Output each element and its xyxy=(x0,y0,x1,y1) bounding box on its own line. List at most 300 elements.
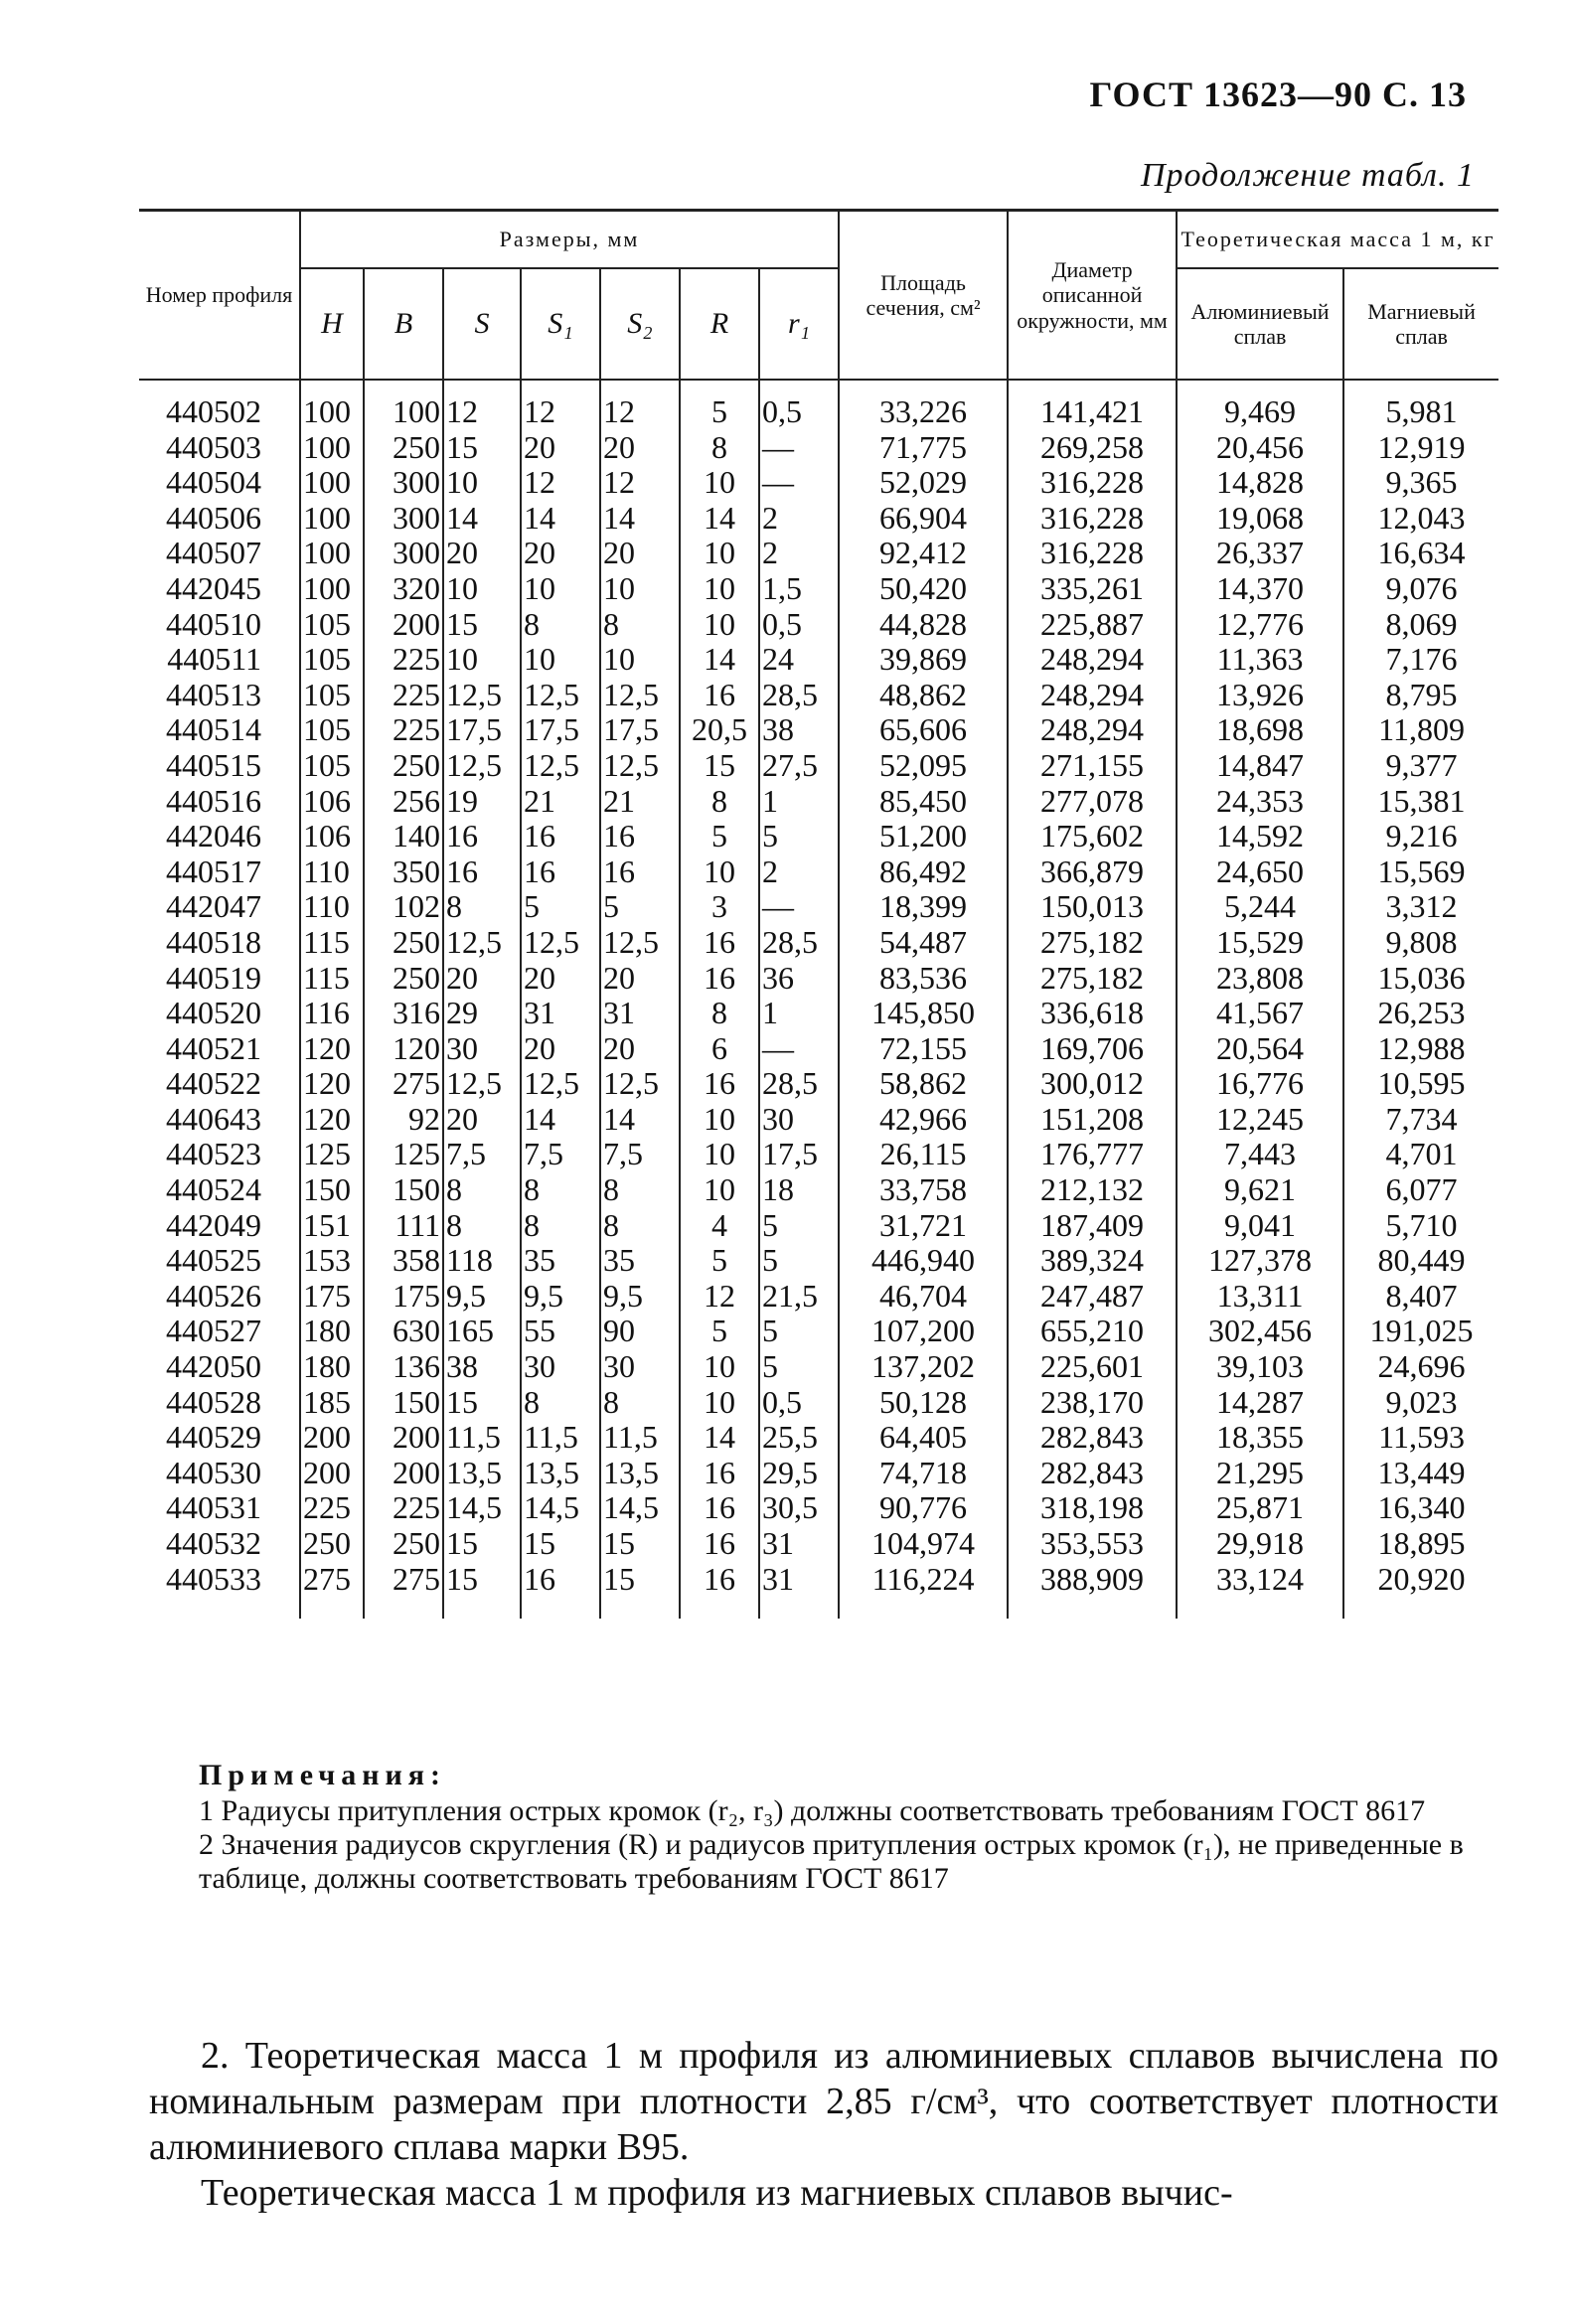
table-cell: 9,377 xyxy=(1343,748,1498,784)
table-cell: 5 xyxy=(759,1208,839,1244)
table-cell: 10 xyxy=(680,1102,759,1138)
table-cell: 31 xyxy=(521,996,600,1031)
table-cell: 366,879 xyxy=(1008,854,1177,890)
table-cell: — xyxy=(759,889,839,925)
table-cell: 316,228 xyxy=(1008,465,1177,501)
table-cell: 28,5 xyxy=(759,678,839,713)
table-cell: 5 xyxy=(680,394,759,430)
table-cell: 90 xyxy=(600,1314,680,1349)
table-row xyxy=(139,1562,1498,1598)
table-cell: 151 xyxy=(300,1208,364,1244)
table-cell: 115 xyxy=(300,925,364,961)
table-cell: 5 xyxy=(521,889,600,925)
table-cell: 11,5 xyxy=(521,1420,600,1456)
table-cell: 7,5 xyxy=(521,1137,600,1172)
table-cell: 20,456 xyxy=(1177,430,1343,466)
table-cell: 8 xyxy=(521,1208,600,1244)
table-cell: 440528 xyxy=(166,1384,261,1420)
table-row xyxy=(139,1172,1498,1208)
table-cell: 250 xyxy=(300,1526,364,1562)
table-cell: 440510 xyxy=(166,606,261,642)
table-cell: 10 xyxy=(680,1172,759,1208)
table-cell: 55 xyxy=(521,1314,600,1349)
table-row xyxy=(139,1102,1498,1138)
table-cell: 28,5 xyxy=(759,925,839,961)
table-cell: 5 xyxy=(680,1243,759,1279)
table-cell: 20,5 xyxy=(680,712,759,748)
table-row xyxy=(139,854,1498,890)
table-cell: 136 xyxy=(364,1349,443,1385)
table-cell: 12,5 xyxy=(443,678,521,713)
table-cell: 10 xyxy=(443,642,521,678)
table-cell: 39,869 xyxy=(839,642,1008,678)
table-cell: 10 xyxy=(680,1349,759,1385)
table-cell: 31,721 xyxy=(839,1208,1008,1244)
table-cell: 115 xyxy=(300,961,364,997)
table-cell: 9,5 xyxy=(521,1279,600,1315)
table-cell: 225 xyxy=(364,1490,443,1526)
table-cell: 48,862 xyxy=(839,678,1008,713)
table-cell: 12,5 xyxy=(521,678,600,713)
table-cell: 54,487 xyxy=(839,925,1008,961)
table-cell: 269,258 xyxy=(1008,430,1177,466)
header-mass-group: Теоретическая масса 1 м, кг xyxy=(1177,211,1498,269)
table-cell: 440507 xyxy=(166,536,261,571)
table-cell: 16 xyxy=(521,1562,600,1598)
table-cell: 247,487 xyxy=(1008,1279,1177,1315)
table-cell: 16 xyxy=(443,854,521,890)
table-cell: 83,536 xyxy=(839,961,1008,997)
table-cell: 440530 xyxy=(166,1455,261,1490)
table-cell: 141,421 xyxy=(1008,394,1177,430)
table-cell: 248,294 xyxy=(1008,678,1177,713)
table-cell: 58,862 xyxy=(839,1066,1008,1102)
note-item: 1 Радиусы притупления острых кромок (r₂, r₃) должны соответствовать требованиям ГОСТ 8617 xyxy=(199,1794,1426,1827)
table-cell: 41,567 xyxy=(1177,996,1343,1031)
table-cell: 350 xyxy=(364,854,443,890)
table-cell: 282,843 xyxy=(1008,1456,1177,1491)
table-cell: 106 xyxy=(300,784,364,820)
table-cell: 0,5 xyxy=(759,607,839,643)
table-cell: 116,224 xyxy=(839,1562,1008,1598)
table-cell: 440506 xyxy=(166,500,261,536)
table-cell: 120 xyxy=(300,1102,364,1138)
table-cell: 20 xyxy=(521,536,600,571)
table-cell: 442047 xyxy=(166,889,261,925)
header-S: S xyxy=(443,268,521,380)
table-cell: 225,601 xyxy=(1008,1349,1177,1385)
table-cell: 389,324 xyxy=(1008,1243,1177,1279)
table-cell: 120 xyxy=(300,1031,364,1067)
table-cell: 100 xyxy=(364,394,443,430)
table-cell: 20 xyxy=(443,536,521,571)
table-cell: 18,698 xyxy=(1177,712,1343,748)
table-cell: 225 xyxy=(300,1490,364,1526)
table-cell: 52,029 xyxy=(839,465,1008,501)
table-cell: 180 xyxy=(300,1314,364,1349)
table-cell: 16,340 xyxy=(1343,1490,1498,1526)
table-cell: 12,5 xyxy=(443,1066,521,1102)
table-cell: 12,5 xyxy=(521,1066,600,1102)
table-cell: 100 xyxy=(300,465,364,501)
table-cell: 15 xyxy=(443,1526,521,1562)
table-cell: 16 xyxy=(521,854,600,890)
table-cell: 440532 xyxy=(166,1526,261,1561)
table-cell: 9,041 xyxy=(1177,1208,1343,1244)
table-cell: 302,456 xyxy=(1177,1314,1343,1349)
table-cell: 10 xyxy=(600,571,680,607)
table-cell: 238,170 xyxy=(1008,1385,1177,1421)
table-cell: 440502 xyxy=(166,394,261,429)
header-profile-number: Номер профиля xyxy=(139,211,300,381)
table-cell: 4 xyxy=(680,1208,759,1244)
table-cell: 335,261 xyxy=(1008,571,1177,607)
table-cell: 10 xyxy=(680,536,759,571)
table-cell: 102 xyxy=(364,889,443,925)
table-row xyxy=(139,1385,1498,1421)
table-cell: 440511 xyxy=(167,642,261,678)
table-cell: 275 xyxy=(364,1562,443,1598)
table-row xyxy=(139,784,1498,820)
table-row xyxy=(139,961,1498,997)
table-row xyxy=(139,607,1498,643)
table-cell: 3,312 xyxy=(1343,889,1498,925)
table-cell: 16 xyxy=(680,925,759,961)
table-cell: 8 xyxy=(443,1172,521,1208)
table-cell: 85,450 xyxy=(839,784,1008,820)
table-row xyxy=(139,819,1498,854)
notes xyxy=(199,1759,1498,1896)
note-item: 2 Значения радиусов скругления (R) и радиусов притупления острых кромок (r₁), не приведенные в таблице, должны соответствовать требованиям ГОСТ 8617 xyxy=(199,1828,1464,1895)
table-cell: 20 xyxy=(521,1031,600,1067)
table-cell: 440522 xyxy=(166,1066,261,1102)
table-row xyxy=(139,1066,1498,1102)
table-cell: 72,155 xyxy=(839,1031,1008,1067)
table-cell: 16,634 xyxy=(1343,536,1498,571)
table-cell: 16,776 xyxy=(1177,1066,1343,1102)
table-cell: 440525 xyxy=(166,1243,261,1279)
table-cell: 26,253 xyxy=(1343,996,1498,1031)
table-cell: 15 xyxy=(443,430,521,466)
table-cell: 9,621 xyxy=(1177,1172,1343,1208)
table-cell: 120 xyxy=(364,1031,443,1067)
table-cell xyxy=(521,380,600,394)
table-cell: 71,775 xyxy=(839,430,1008,466)
table-cell: 12,5 xyxy=(600,925,680,961)
table-cell: 2 xyxy=(759,501,839,537)
header-diameter: Диаметр описанной окружности, мм xyxy=(1008,211,1177,381)
table-cell: 248,294 xyxy=(1008,712,1177,748)
table-row xyxy=(139,889,1498,925)
table-cell: 12,5 xyxy=(521,748,600,784)
table-cell: 6,077 xyxy=(1343,1172,1498,1208)
table-cell: 11,5 xyxy=(600,1420,680,1456)
table-cell: 140 xyxy=(364,819,443,854)
table-cell: 10,595 xyxy=(1343,1066,1498,1102)
table-cell: 2 xyxy=(759,854,839,890)
table-cell: 8 xyxy=(680,784,759,820)
table-cell: 42,966 xyxy=(839,1102,1008,1138)
table-row xyxy=(139,571,1498,607)
table-cell: 250 xyxy=(364,925,443,961)
table-cell: 12,5 xyxy=(443,925,521,961)
table-cell: 30,5 xyxy=(759,1490,839,1526)
table-cell: 20 xyxy=(443,1102,521,1138)
table-cell: 14,5 xyxy=(521,1490,600,1526)
table-cell: 33,124 xyxy=(1177,1562,1343,1598)
table-cell: 20 xyxy=(600,1031,680,1067)
table-cell xyxy=(1343,380,1498,394)
table-cell: 5 xyxy=(600,889,680,925)
table-cell: 118 xyxy=(443,1243,521,1279)
table-cell xyxy=(300,380,364,394)
table-cell: 14 xyxy=(600,501,680,537)
table-cell: 33,226 xyxy=(839,394,1008,430)
table-cell: 12 xyxy=(600,394,680,430)
table-cell: 10 xyxy=(680,854,759,890)
table-cell: 110 xyxy=(300,854,364,890)
table-cell: 35 xyxy=(521,1243,600,1279)
table-cell: 105 xyxy=(300,748,364,784)
table-cell: 14,287 xyxy=(1177,1385,1343,1421)
table-cell: 440520 xyxy=(166,996,261,1031)
table-row xyxy=(139,1279,1498,1315)
table-cell: 13,5 xyxy=(521,1456,600,1491)
table-cell: 20 xyxy=(443,961,521,997)
table-cell: 86,492 xyxy=(839,854,1008,890)
table-cell: 440516 xyxy=(166,783,261,819)
table-cell: 10 xyxy=(680,607,759,643)
table-cell xyxy=(839,1597,1008,1619)
table-cell xyxy=(521,1597,600,1619)
table-cell xyxy=(759,380,839,394)
table-cell: 24,353 xyxy=(1177,784,1343,820)
table-cell: 5 xyxy=(759,1243,839,1279)
table-cell: 74,718 xyxy=(839,1456,1008,1491)
table-cell: 15 xyxy=(521,1526,600,1562)
table-spacer-row xyxy=(139,380,1498,394)
table-cell: 630 xyxy=(364,1314,443,1349)
table-cell: 14 xyxy=(680,642,759,678)
table-cell: 105 xyxy=(300,678,364,713)
table-cell: 318,198 xyxy=(1008,1490,1177,1526)
table-cell: 20 xyxy=(600,536,680,571)
table-cell: 8 xyxy=(521,1385,600,1421)
table-cell: 7,176 xyxy=(1343,642,1498,678)
table-cell: 5,244 xyxy=(1177,889,1343,925)
table-cell: 44,828 xyxy=(839,607,1008,643)
table-cell: 51,200 xyxy=(839,819,1008,854)
table-cell: 15 xyxy=(600,1562,680,1598)
table-cell: 175 xyxy=(364,1279,443,1315)
table-cell: 442050 xyxy=(166,1349,261,1385)
table-row xyxy=(139,1526,1498,1562)
table-cell xyxy=(600,380,680,394)
table-cell: 388,909 xyxy=(1008,1562,1177,1598)
table-cell: 7,5 xyxy=(443,1137,521,1172)
table-cell: 125 xyxy=(300,1137,364,1172)
table-row xyxy=(139,465,1498,501)
table-cell: 275,182 xyxy=(1008,961,1177,997)
table-cell: 200 xyxy=(364,1456,443,1491)
table-cell: 26,115 xyxy=(839,1137,1008,1172)
table-cell: 65,606 xyxy=(839,712,1008,748)
table-cell: 9,5 xyxy=(600,1279,680,1315)
table-cell: 23,808 xyxy=(1177,961,1343,997)
table-cell: 1 xyxy=(759,784,839,820)
table-cell: 35 xyxy=(600,1243,680,1279)
header-S2: S₂ xyxy=(600,268,680,380)
table-cell: 8,069 xyxy=(1343,607,1498,643)
table-cell: 150 xyxy=(364,1385,443,1421)
table-cell: 0,5 xyxy=(759,394,839,430)
table-cell xyxy=(1343,1597,1498,1619)
header-B: B xyxy=(364,268,443,380)
table-row xyxy=(139,1243,1498,1279)
table-cell: 16 xyxy=(521,819,600,854)
table-cell: 8 xyxy=(680,996,759,1031)
table-cell: 9,469 xyxy=(1177,394,1343,430)
table-cell: 21 xyxy=(521,784,600,820)
table-cell: 12,043 xyxy=(1343,501,1498,537)
table-spacer-row xyxy=(139,1597,1498,1619)
table-cell: 24,696 xyxy=(1343,1349,1498,1385)
table-cell: 10 xyxy=(680,1137,759,1172)
table-cell: 104,974 xyxy=(839,1526,1008,1562)
table-cell: 120 xyxy=(300,1066,364,1102)
table-cell: 440527 xyxy=(166,1314,261,1349)
table-cell: 248,294 xyxy=(1008,642,1177,678)
table-cell: 14 xyxy=(443,501,521,537)
table-cell: 14,828 xyxy=(1177,465,1343,501)
header-area: Площадь сечения, см² xyxy=(839,211,1008,381)
table-cell: 8,407 xyxy=(1343,1279,1498,1315)
table-cell: 12,5 xyxy=(443,748,521,784)
table-cell: 14 xyxy=(521,1102,600,1138)
table-row xyxy=(139,748,1498,784)
table-cell: 8 xyxy=(443,1208,521,1244)
table-cell: 50,128 xyxy=(839,1385,1008,1421)
table-cell: 150 xyxy=(300,1172,364,1208)
table-cell: 225,887 xyxy=(1008,607,1177,643)
table-cell: 14,592 xyxy=(1177,819,1343,854)
table-cell xyxy=(364,380,443,394)
table-cell: 275,182 xyxy=(1008,925,1177,961)
table-cell: 440529 xyxy=(166,1420,261,1456)
table-cell: 4,701 xyxy=(1343,1137,1498,1172)
table-cell: 127,378 xyxy=(1177,1243,1343,1279)
table-cell: 1,5 xyxy=(759,571,839,607)
table-cell: 15 xyxy=(443,1385,521,1421)
table-cell: 655,210 xyxy=(1008,1314,1177,1349)
table-continuation-label: Продолжение табл. 1 xyxy=(1140,157,1475,194)
table-cell: 16 xyxy=(680,678,759,713)
table-cell: — xyxy=(759,1031,839,1067)
table-cell: 440504 xyxy=(166,465,261,501)
table-cell xyxy=(680,380,759,394)
table-cell: 25,5 xyxy=(759,1420,839,1456)
table-cell: 105 xyxy=(300,642,364,678)
table-cell: 440517 xyxy=(166,853,261,889)
table-row xyxy=(139,1420,1498,1456)
table-row xyxy=(139,430,1498,466)
table-cell: 7,443 xyxy=(1177,1137,1343,1172)
table-cell: 300,012 xyxy=(1008,1066,1177,1102)
table-cell: 8 xyxy=(600,1385,680,1421)
table-cell: 15 xyxy=(680,748,759,784)
table-cell: 442049 xyxy=(166,1207,261,1243)
table-cell: 26,337 xyxy=(1177,536,1343,571)
table-row xyxy=(139,1490,1498,1526)
table-cell: 50,420 xyxy=(839,571,1008,607)
table-cell xyxy=(1177,1597,1343,1619)
table-cell xyxy=(139,380,300,394)
table-cell: 14 xyxy=(521,501,600,537)
table-cell: 5 xyxy=(759,1314,839,1349)
table-cell: 125 xyxy=(364,1137,443,1172)
table-cell: 446,940 xyxy=(839,1243,1008,1279)
table-cell xyxy=(759,1597,839,1619)
table-row xyxy=(139,394,1498,430)
table-cell: 16 xyxy=(680,1490,759,1526)
table-row xyxy=(139,642,1498,678)
table-cell: 5 xyxy=(759,1349,839,1385)
table-cell: 17,5 xyxy=(521,712,600,748)
table-cell: 19 xyxy=(443,784,521,820)
table-cell: 165 xyxy=(443,1314,521,1349)
table-cell xyxy=(1008,1597,1177,1619)
table-cell: 8 xyxy=(521,1172,600,1208)
table-cell: 12 xyxy=(521,465,600,501)
table-cell: 46,704 xyxy=(839,1279,1008,1315)
table-cell: 440523 xyxy=(166,1137,261,1172)
table-cell: 21,5 xyxy=(759,1279,839,1315)
table-cell: 14,847 xyxy=(1177,748,1343,784)
table-cell xyxy=(443,380,521,394)
table-cell: 25,871 xyxy=(1177,1490,1343,1526)
table-cell: 30 xyxy=(600,1349,680,1385)
table-cell: 12,5 xyxy=(600,748,680,784)
page-header: ГОСТ 13623—90 С. 13 xyxy=(1089,75,1467,114)
table-cell: 9,808 xyxy=(1343,925,1498,961)
header-magnesium: Магниевый сплав xyxy=(1343,268,1498,380)
table-cell: 38 xyxy=(443,1349,521,1385)
table-cell: 39,103 xyxy=(1177,1349,1343,1385)
table-cell: 27,5 xyxy=(759,748,839,784)
table-cell: 440519 xyxy=(166,960,261,996)
table-cell: 12,5 xyxy=(521,925,600,961)
table-cell: 100 xyxy=(300,394,364,430)
table-cell: 90,776 xyxy=(839,1490,1008,1526)
table-cell: 11,363 xyxy=(1177,642,1343,678)
table-row xyxy=(139,1208,1498,1244)
table-row xyxy=(139,712,1498,748)
header-aluminium: Алюминиевый сплав xyxy=(1177,268,1343,380)
table-cell: 17,5 xyxy=(443,712,521,748)
table-cell: 175,602 xyxy=(1008,819,1177,854)
table-cell: 440518 xyxy=(166,924,261,960)
table-cell: 14 xyxy=(600,1102,680,1138)
table-cell: 7,5 xyxy=(600,1137,680,1172)
table-row xyxy=(139,925,1498,961)
table-cell: 9,365 xyxy=(1343,465,1498,501)
table-cell: 12 xyxy=(521,394,600,430)
table-cell: 440531 xyxy=(166,1490,261,1526)
table-cell: 16 xyxy=(680,961,759,997)
table-cell: 19,068 xyxy=(1177,501,1343,537)
table-cell: 440513 xyxy=(166,677,261,712)
table-cell: 8 xyxy=(600,1208,680,1244)
